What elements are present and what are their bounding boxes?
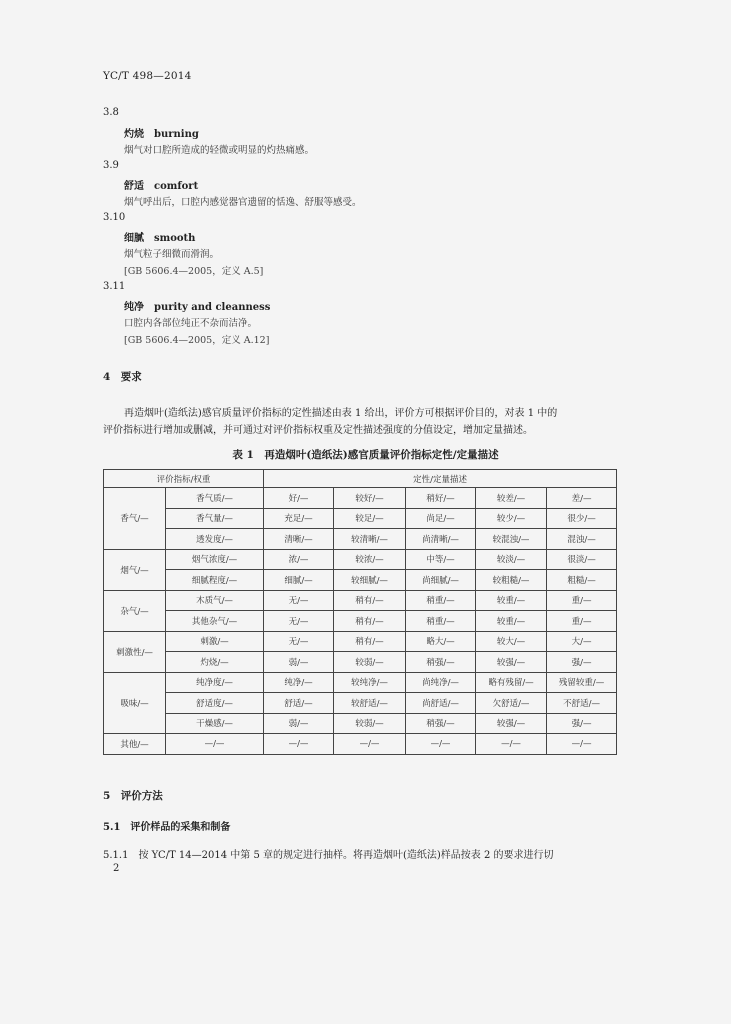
table-cell: 较少/— (476, 508, 547, 529)
header-description: 定性/定量描述 (264, 470, 617, 488)
table-cell: 大/— (547, 631, 617, 652)
table-row (104, 734, 617, 755)
paragraph-line: 5.1.1 按 YC/T 14—2014 中第 5 章的规定进行抽样。将再造烟叶(造纸法)样品按表 2 的要求进行切 (103, 850, 554, 861)
table-cell: 弱/— (264, 652, 334, 673)
table-row (104, 570, 617, 591)
group-cell: 烟气/— (104, 549, 166, 590)
table-cell: 舒适/— (264, 693, 334, 714)
table-cell: 干燥感/— (166, 713, 264, 734)
table-cell: 充足/— (264, 508, 334, 529)
table-cell: 无/— (264, 611, 334, 632)
term-reference: [GB 5606.4—2005，定义 A.12] (124, 335, 270, 346)
table-cell: 较舒适/— (334, 693, 406, 714)
term-title: 舒适 comfort (124, 181, 199, 192)
table-cell: 欠舒适/— (476, 693, 547, 714)
header-index: 评价指标/权重 (104, 470, 264, 488)
table-cell: 尚细腻/— (406, 570, 476, 591)
table-cell: 无/— (264, 590, 334, 611)
table-cell: 不舒适/— (547, 693, 617, 714)
table-cell: 较粗糙/— (476, 570, 547, 591)
table-cell: 香气质/— (166, 488, 264, 509)
term-definition: 烟气粒子细微而滑润。 (124, 249, 220, 260)
table-cell: 中等/— (406, 549, 476, 570)
table-cell: —/— (547, 734, 617, 755)
table-cell: 差/— (547, 488, 617, 509)
table-cell: 细腻程度/— (166, 570, 264, 591)
group-cell: 香气/— (104, 488, 166, 550)
table-cell: 细腻/— (264, 570, 334, 591)
paragraph-line: 再造烟叶(造纸法)感官质量评价指标的定性描述由表 1 给出，评价方可根据评价目的，对表 1 中的 (124, 408, 558, 419)
table-cell: 重/— (547, 590, 617, 611)
table-cell: 较淡/— (476, 549, 547, 570)
table-cell: 稍强/— (406, 713, 476, 734)
table-row (104, 488, 617, 509)
table-cell: —/— (166, 734, 264, 755)
table-cell: 清晰/— (264, 529, 334, 550)
table-cell: 纯净度/— (166, 672, 264, 693)
table-cell: 粗糙/— (547, 570, 617, 591)
table-cell: 较大/— (476, 631, 547, 652)
table-cell: 较重/— (476, 590, 547, 611)
table-cell: —/— (334, 734, 406, 755)
term-number: 3.9 (103, 160, 119, 171)
group-cell: 杂气/— (104, 590, 166, 631)
table-cell: 木质气/— (166, 590, 264, 611)
table-cell: 稍好/— (406, 488, 476, 509)
table-cell: 尚清晰/— (406, 529, 476, 550)
table-cell: 较细腻/— (334, 570, 406, 591)
table-cell: —/— (406, 734, 476, 755)
table-cell: 稍重/— (406, 590, 476, 611)
table-cell: 较强/— (476, 713, 547, 734)
table-row (104, 549, 617, 570)
table-cell: 香气量/— (166, 508, 264, 529)
section-heading: 4 要求 (103, 371, 142, 383)
table-cell: 较强/— (476, 652, 547, 673)
table-cell: 其他杂气/— (166, 611, 264, 632)
table-cell: 较差/— (476, 488, 547, 509)
group-cell: 吸味/— (104, 672, 166, 734)
table-cell: 较重/— (476, 611, 547, 632)
table-cell: 稍重/— (406, 611, 476, 632)
group-cell: 其他/— (104, 734, 166, 755)
table-cell: 尚足/— (406, 508, 476, 529)
table-caption: 表 1 再造烟叶(造纸法)感官质量评价指标定性/定量描述 (232, 449, 499, 461)
table-cell: 浓/— (264, 549, 334, 570)
table-row (104, 590, 617, 611)
subsection-heading: 5.1 评价样品的采集和制备 (103, 822, 231, 833)
table-cell: 较足/— (334, 508, 406, 529)
table-cell: 强/— (547, 652, 617, 673)
table-cell: 较混浊/— (476, 529, 547, 550)
table-row (104, 508, 617, 529)
table-cell: 很少/— (547, 508, 617, 529)
table-cell: 混浊/— (547, 529, 617, 550)
table-cell: 很淡/— (547, 549, 617, 570)
table-cell: 弱/— (264, 713, 334, 734)
table-cell: 较弱/— (334, 713, 406, 734)
table-cell: 略大/— (406, 631, 476, 652)
table-cell: 舒适度/— (166, 693, 264, 714)
term-number: 3.10 (103, 212, 126, 223)
table-cell: 尚舒适/— (406, 693, 476, 714)
table-row (104, 652, 617, 673)
term-number: 3.11 (103, 281, 126, 292)
table-cell: 透发度/— (166, 529, 264, 550)
table-cell: 较清晰/— (334, 529, 406, 550)
section-heading: 5 评价方法 (103, 790, 163, 802)
table-cell: 较浓/— (334, 549, 406, 570)
table-cell: 略有残留/— (476, 672, 547, 693)
table-row (104, 631, 617, 652)
term-reference: [GB 5606.4—2005，定义 A.5] (124, 266, 264, 277)
table-row (104, 713, 617, 734)
table-cell: 无/— (264, 631, 334, 652)
table-cell: 纯净/— (264, 672, 334, 693)
table-cell: —/— (476, 734, 547, 755)
paragraph-line: 评价指标进行增加或删减，并可通过对评价指标权重及定性描述强度的分值设定，增加定量描述。 (103, 425, 533, 436)
table-row (104, 529, 617, 550)
page-number: 2 (113, 863, 120, 874)
table-cell: 较弱/— (334, 652, 406, 673)
table-cell: —/— (264, 734, 334, 755)
table-cell: 较好/— (334, 488, 406, 509)
table-cell: 较纯净/— (334, 672, 406, 693)
table-row (104, 672, 617, 693)
table-cell: 稍有/— (334, 590, 406, 611)
table-cell: 刺激/— (166, 631, 264, 652)
term-title: 细腻 smooth (124, 233, 196, 244)
table-cell: 尚纯净/— (406, 672, 476, 693)
table-cell: 重/— (547, 611, 617, 632)
group-cell: 刺激性/— (104, 631, 166, 672)
term-definition: 烟气呼出后，口腔内感觉器官遗留的恬逸、舒服等感受。 (124, 197, 362, 208)
table-cell: 残留较重/— (547, 672, 617, 693)
table-header-row (104, 470, 617, 488)
term-title: 灼烧 burning (124, 129, 199, 140)
term-number: 3.8 (103, 107, 119, 118)
table-cell: 稍强/— (406, 652, 476, 673)
term-title: 纯净 purity and cleanness (124, 302, 271, 313)
standard-header: YC/T 498—2014 (103, 70, 192, 82)
table-cell: 稍有/— (334, 631, 406, 652)
table-cell: 好/— (264, 488, 334, 509)
table-row (104, 611, 617, 632)
table-cell: 烟气浓度/— (166, 549, 264, 570)
table-cell: 灼烧/— (166, 652, 264, 673)
table-cell: 稍有/— (334, 611, 406, 632)
term-definition: 口腔内各部位纯正不杂而洁净。 (124, 318, 258, 329)
term-definition: 烟气对口腔所造成的轻微或明显的灼热痛感。 (124, 145, 315, 156)
table-row (104, 693, 617, 714)
evaluation-table (103, 469, 617, 755)
table-cell: 强/— (547, 713, 617, 734)
